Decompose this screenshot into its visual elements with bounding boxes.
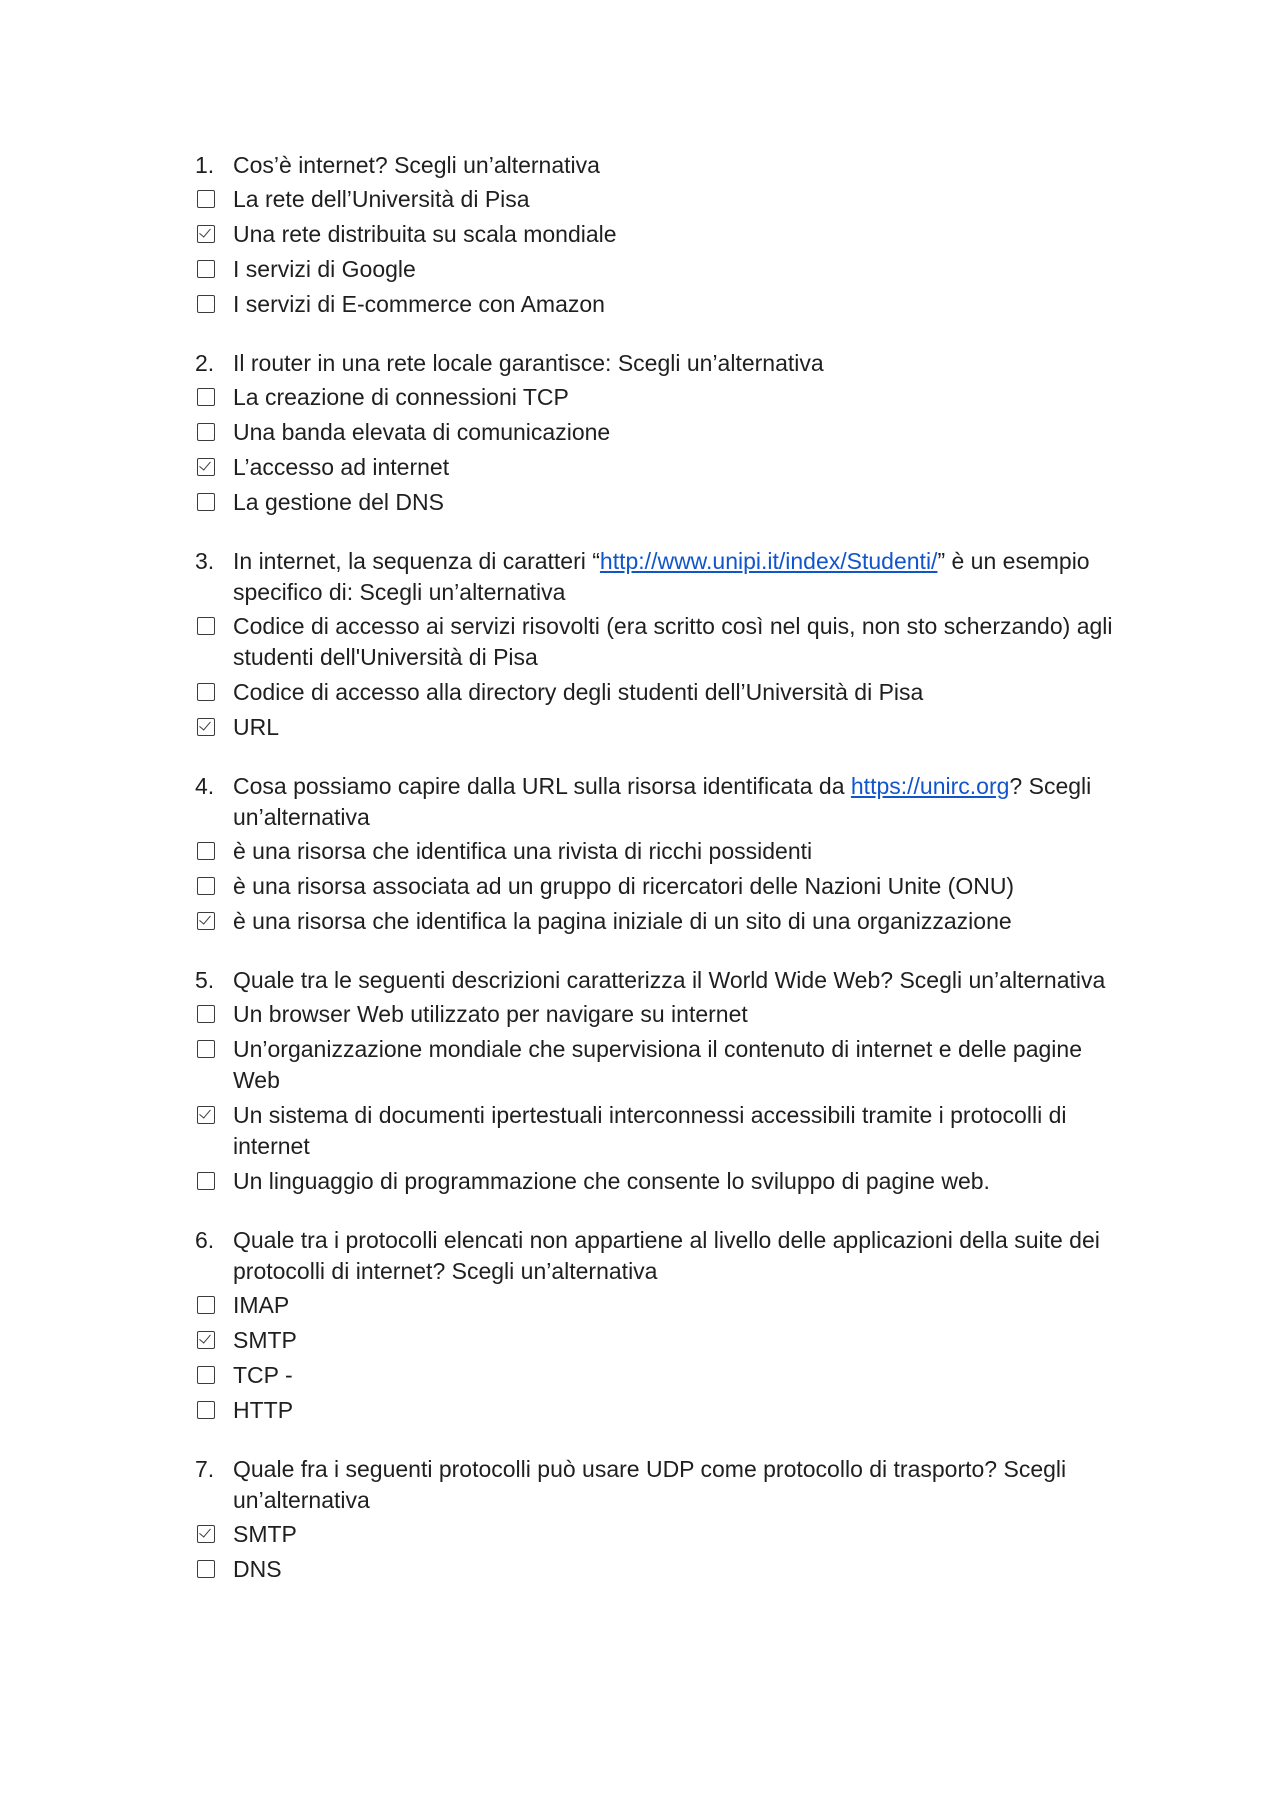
option-label: Una rete distribuita su scala mondiale <box>233 221 617 247</box>
question-number: 3. <box>195 548 215 574</box>
question-text: Il router in una rete locale garantisce: Scegli un’alternativa <box>233 350 824 376</box>
checkbox-unchecked[interactable] <box>197 842 215 860</box>
option-label: Un sistema di documenti ipertestuali interconnessi accessibili tramite i protocolli di internet <box>233 1102 1067 1159</box>
option-label: Un linguaggio di programmazione che consente lo sviluppo di pagine web. <box>233 1168 990 1194</box>
question-text-after: ” è un esempio specifico di: Scegli un’alternativa <box>233 548 1090 605</box>
checkbox-unchecked[interactable] <box>197 683 215 701</box>
checkbox-unchecked[interactable] <box>197 295 215 313</box>
checkbox-checked[interactable] <box>197 912 215 930</box>
option-label: SMTP <box>233 1521 297 1547</box>
question-number: 7. <box>195 1456 215 1482</box>
checkbox-unchecked[interactable] <box>197 877 215 895</box>
checkbox-checked[interactable] <box>197 225 215 243</box>
option-label: L’accesso ad internet <box>233 454 450 480</box>
option-label: Codice di accesso alla directory degli studenti dell’Università di Pisa <box>233 679 924 705</box>
option-label: è una risorsa che identifica la pagina iniziale di un sito di una organizzazione <box>233 908 1012 934</box>
option <box>195 289 1135 320</box>
question-text: Cos’è internet? Scegli un’alternativa <box>233 152 600 178</box>
question-6 <box>195 1225 1135 1426</box>
checkbox-unchecked[interactable] <box>197 1296 215 1314</box>
option-label: SMTP <box>233 1327 297 1353</box>
question-7 <box>195 1454 1135 1585</box>
question-text <box>233 546 1135 608</box>
checkbox-unchecked[interactable] <box>197 493 215 511</box>
option <box>195 1325 1135 1356</box>
option-label: URL <box>233 714 280 740</box>
option <box>195 906 1135 937</box>
question-text: Quale tra i protocolli elencati non appartiene al livello delle applicazioni della suite dei protocolli di internet? Scegli un’alternativa <box>233 1227 1100 1284</box>
question-2 <box>195 348 1135 518</box>
checkbox-unchecked[interactable] <box>197 1401 215 1419</box>
question-4 <box>195 771 1135 937</box>
option <box>195 417 1135 448</box>
checkbox-unchecked[interactable] <box>197 423 215 441</box>
checkbox-unchecked[interactable] <box>197 1560 215 1578</box>
option <box>195 677 1135 708</box>
option <box>195 452 1135 483</box>
option <box>195 1034 1135 1096</box>
option <box>195 1166 1135 1197</box>
option-label: HTTP <box>233 1397 294 1423</box>
url-link[interactable]: http://www.unipi.it/index/Studenti/ <box>599 548 938 574</box>
question-number: 5. <box>195 967 215 993</box>
question-text-before: In internet, la sequenza di caratteri “ <box>233 548 600 574</box>
document-page <box>195 150 1135 1613</box>
option <box>195 219 1135 250</box>
option-label: è una risorsa che identifica una rivista di ricchi possidenti <box>233 838 813 864</box>
option <box>195 1100 1135 1162</box>
option-label: Un browser Web utilizzato per navigare su internet <box>233 1001 748 1027</box>
option-label: Una banda elevata di comunicazione <box>233 419 611 445</box>
question-number: 6. <box>195 1227 215 1253</box>
option <box>195 382 1135 413</box>
question-text-after: ? Scegli un’alternativa <box>233 773 1092 830</box>
question-text-before: Cosa possiamo capire dalla URL sulla risorsa identificata da <box>233 773 851 799</box>
question-text: Quale tra le seguenti descrizioni caratterizza il World Wide Web? Scegli un’alternativa <box>233 967 1106 993</box>
option <box>195 1360 1135 1391</box>
question-5 <box>195 965 1135 1197</box>
option-label: La gestione del DNS <box>233 489 444 515</box>
question-number: 4. <box>195 773 215 799</box>
option <box>195 184 1135 215</box>
checkbox-unchecked[interactable] <box>197 1040 215 1058</box>
checkbox-checked[interactable] <box>197 458 215 476</box>
checkbox-checked[interactable] <box>197 1525 215 1543</box>
option-label: è una risorsa associata ad un gruppo di ricercatori delle Nazioni Unite (ONU) <box>233 873 1015 899</box>
question-3 <box>195 546 1135 743</box>
option-label: IMAP <box>233 1292 290 1318</box>
option <box>195 1395 1135 1426</box>
checkbox-checked[interactable] <box>197 1106 215 1124</box>
option <box>195 1554 1135 1585</box>
checkbox-unchecked[interactable] <box>197 1366 215 1384</box>
question-text <box>233 771 1135 833</box>
option-label: TCP - <box>233 1362 293 1388</box>
option <box>195 1290 1135 1321</box>
checkbox-unchecked[interactable] <box>197 260 215 278</box>
checkbox-unchecked[interactable] <box>197 617 215 635</box>
checkbox-unchecked[interactable] <box>197 388 215 406</box>
option-label: DNS <box>233 1556 282 1582</box>
option <box>195 836 1135 867</box>
option <box>195 611 1135 673</box>
option-label: I servizi di Google <box>233 256 416 282</box>
option-label: La creazione di connessioni TCP <box>233 384 569 410</box>
option <box>195 999 1135 1030</box>
option <box>195 254 1135 285</box>
question-text: Quale fra i seguenti protocolli può usare UDP come protocollo di trasporto? Scegli un’alternativa <box>233 1456 1067 1513</box>
url-link[interactable]: https://unirc.org <box>850 773 1010 799</box>
question-1 <box>195 150 1135 320</box>
option <box>195 712 1135 743</box>
option-label: I servizi di E-commerce con Amazon <box>233 291 605 317</box>
question-number: 1. <box>195 152 215 178</box>
checkbox-unchecked[interactable] <box>197 1005 215 1023</box>
question-number: 2. <box>195 350 215 376</box>
checkbox-unchecked[interactable] <box>197 1172 215 1190</box>
option-label: Un’organizzazione mondiale che supervisiona il contenuto di internet e delle pagine Web <box>233 1036 1082 1093</box>
checkbox-checked[interactable] <box>197 718 215 736</box>
option <box>195 487 1135 518</box>
option-label: Codice di accesso ai servizi risovolti (era scritto così nel quis, non sto scherzando) agli studenti dell'Università di Pisa <box>233 613 1113 670</box>
option-label: La rete dell’Università di Pisa <box>233 186 530 212</box>
option <box>195 1519 1135 1550</box>
checkbox-unchecked[interactable] <box>197 190 215 208</box>
option <box>195 871 1135 902</box>
checkbox-checked[interactable] <box>197 1331 215 1349</box>
